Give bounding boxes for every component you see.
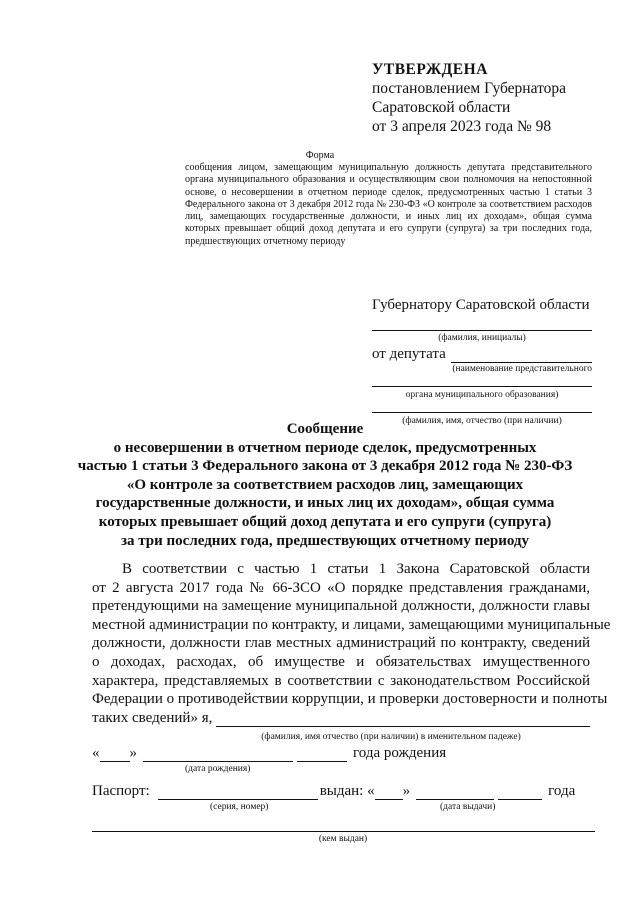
message-line: за три последних года, предшествующих отчетному периоду — [120, 532, 530, 549]
body-name-line[interactable] — [372, 374, 592, 387]
birth-year-line[interactable] — [297, 747, 347, 762]
body-line: местной администрации по контракту, и лицами, замещающими муниципальные — [92, 616, 611, 633]
quote-close: » — [129, 745, 137, 761]
message-line: «О контроле за соответствием расходов лиц, замещающих — [126, 476, 524, 493]
quote-open: « — [92, 745, 100, 761]
caption-issue-date: (дата выдачи) — [440, 802, 496, 812]
passport-label: Паспорт: — [92, 783, 150, 799]
passport-series-line[interactable] — [158, 785, 318, 800]
caption-body: (наименование представительного — [452, 364, 592, 374]
caption-fio: (фамилия, имя, отчество (при наличии) — [402, 416, 562, 426]
addressee-name-line[interactable] — [372, 314, 592, 331]
birth-day-line[interactable] — [100, 747, 130, 762]
message-line: частью 1 статьи 3 Федерального закона от 3 декабря 2012 года № 230-ФЗ — [77, 458, 573, 475]
body-line: от 2 августа 2017 года № 66-ЗСО «О порядке представления гражданами, — [92, 579, 590, 596]
message-line: о несовершении в отчетном периоде сделок, предусмотренных — [113, 439, 537, 456]
body-last-prefix: таких сведений» я, — [92, 709, 213, 726]
body-line: претендующими на замещение муниципальной должности, должности главы — [92, 598, 590, 615]
passport-issued-label: выдан: « — [319, 783, 375, 799]
body-paragraph — [92, 560, 611, 747]
birth-suffix: года рождения — [353, 745, 447, 761]
addressee-to: Губернатору Саратовской области — [372, 297, 590, 313]
message-title: Сообщение — [286, 421, 364, 437]
message-line: которых превышает общий доход депутата и его супруги (супруга) — [98, 513, 552, 530]
caption-issued-by: (кем выдан) — [318, 834, 368, 844]
caption-series: (серия, номер) — [210, 802, 269, 812]
body-line: Федерации о противодействии коррупции, и проверки достоверности и полноты — [92, 691, 608, 708]
caption-birth: (дата рождения) — [185, 764, 251, 774]
from-deputy-label: от депутата — [372, 346, 446, 362]
form-description: сообщения лицом, замещающим муниципальную должность депутата представительного органа муниципального образования и осуществляющим свои полномочия на непостоянной основе, о несовершении в отчетном периоде сделок, предусмотренных частью 1 статьи 3 Федерального закона от 3 декабря 2012 года № 230-ФЗ «О контроле за соответствием расходов лиц, замещающих государственные должности, и иных лиц их доходам», общая сумма которых превышает общий доход депутата и его супруги (супруга) за три последних года, предшествующих отчетному периоду — [185, 162, 592, 247]
caption-name: (фамилия, инициалы) — [438, 333, 526, 343]
issue-year-line[interactable] — [498, 785, 542, 800]
issued-by-line[interactable] — [92, 817, 595, 832]
birth-row — [92, 745, 472, 762]
issue-day-line[interactable] — [375, 785, 403, 800]
caption-body-2: органа муниципального образования) — [405, 390, 559, 400]
body-line: о доходах, расходах, об имуществе и обязательствах имущественного — [92, 653, 590, 670]
issue-month-line[interactable] — [416, 785, 494, 800]
message-line: государственные должности, и иных лиц их доходам», общая сумма — [95, 495, 555, 512]
caption-fio-nominative: (фамилия, имя отчество (при наличии) в именительном падеже) — [261, 732, 521, 743]
approval-heading: УТВЕРЖДЕНА — [372, 61, 488, 78]
birth-month-line[interactable] — [143, 747, 293, 762]
passport-row — [92, 783, 587, 800]
approval-line-2: Саратовской области — [372, 99, 511, 116]
approval-block — [372, 60, 622, 136]
approval-line-3: от 3 апреля 2023 года № 98 — [372, 118, 552, 135]
body-line: характера, представляемых в соответствии с законодательством Российской — [92, 672, 590, 689]
passport-year-label: года — [548, 783, 576, 799]
fio-line[interactable] — [372, 400, 592, 413]
approval-line-1: постановлением Губернатора — [372, 80, 567, 97]
message-title-block — [60, 420, 590, 550]
body-line: В соответствии с частью 1 статьи 1 Закона Саратовской области — [122, 561, 590, 577]
quote-close: » — [402, 783, 411, 799]
deputy-line[interactable] — [451, 348, 592, 363]
body-line: должности, должности глав местных администраций по контракту, сведений — [92, 635, 590, 652]
form-label: Форма — [305, 150, 335, 161]
fio-nominative-line[interactable] — [216, 712, 590, 727]
addressee-block — [372, 297, 592, 426]
